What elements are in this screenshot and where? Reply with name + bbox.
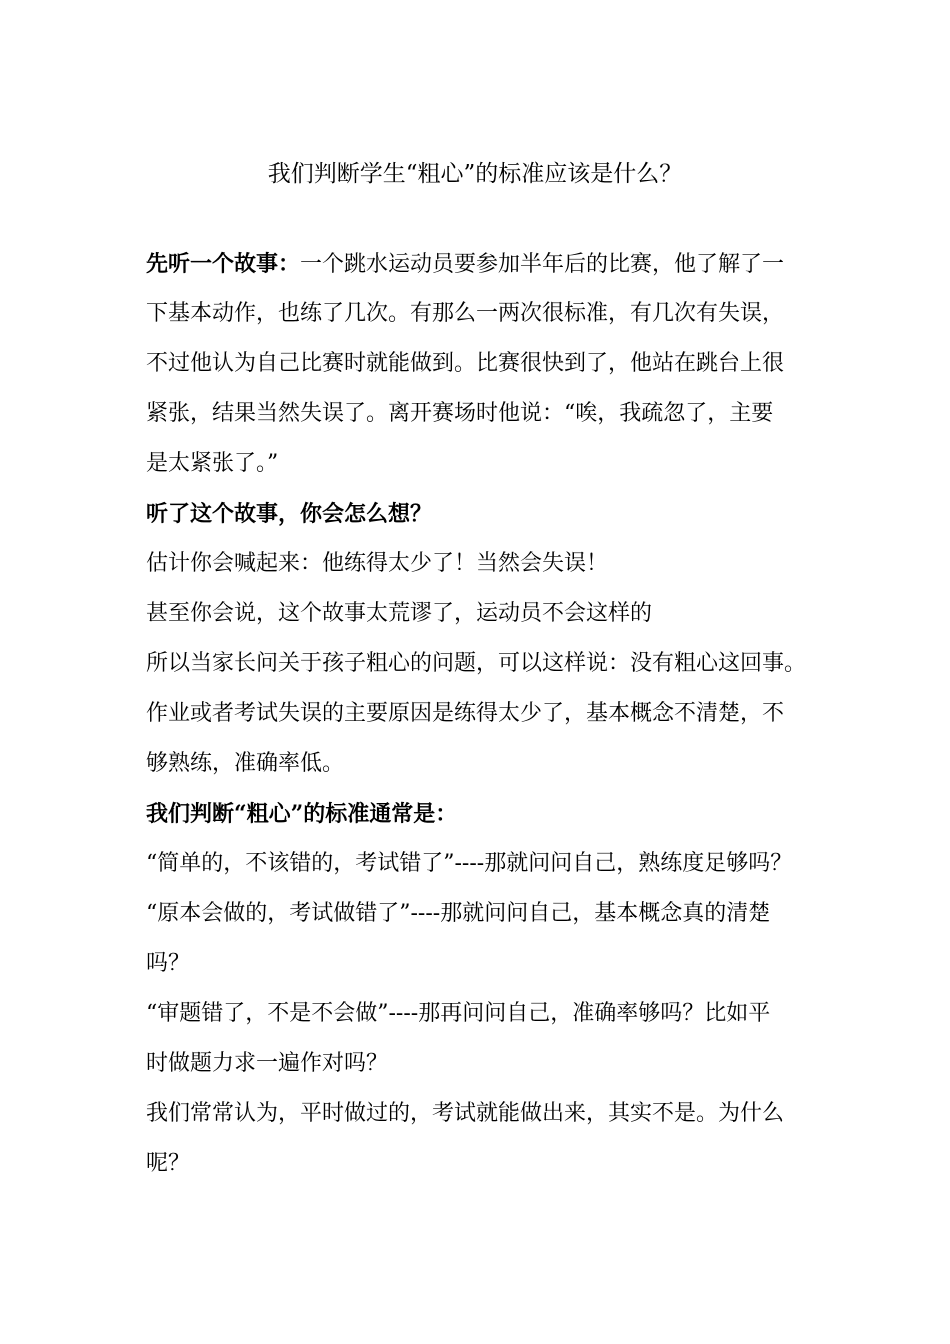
story-line-3: 不过他认为自己比赛时就能做到。比赛很快到了，他站在跳台上很 xyxy=(146,351,785,376)
criteria-heading: 我们判断“粗心”的标准通常是： xyxy=(146,801,458,827)
closing-line-1: 我们常常认为，平时做过的，考试就能做出来，其实不是。为什么 xyxy=(146,1101,785,1126)
criteria-line-2: “原本会做的，考试做错了”----那就问问自己，基本概念真的清楚 xyxy=(146,901,771,926)
story-line-1 xyxy=(146,246,784,283)
answer-line-1: 估计你会喊起来：他练得太少了！当然会失误！ xyxy=(146,551,609,576)
answer-line-2: 甚至你会说，这个故事太荒谬了，运动员不会这样的 xyxy=(146,601,653,626)
answer-line-5: 够熟练，准确率低。 xyxy=(146,751,345,776)
answer-line-3: 所以当家长问关于孩子粗心的问题，可以这样说：没有粗心这回事。 xyxy=(146,651,807,676)
story-line-4: 紧张，结果当然失误了。离开赛场时他说：“唉，我疏忽了，主要 xyxy=(146,401,774,426)
criteria-line-3: 吗？ xyxy=(146,951,191,976)
story-line-5: 是太紧张了。” xyxy=(146,451,279,476)
story-lead: 先听一个故事： xyxy=(146,251,301,277)
question-heading: 听了这个故事，你会怎么想？ xyxy=(146,501,433,527)
story-line-1-text: 一个跳水运动员要参加半年后的比赛，他了解了一 xyxy=(300,252,785,277)
criteria-line-4: “审题错了，不是不会做”----那再问问自己，准确率够吗？比如平 xyxy=(146,1001,771,1026)
criteria-line-5: 时做题力求一遍作对吗？ xyxy=(146,1051,389,1076)
criteria-line-1: “简单的，不该错的，考试错了”----那就问问自己，熟练度足够吗？ xyxy=(146,851,793,876)
story-line-2: 下基本动作，也练了几次。有那么一两次很标准，有几次有失误， xyxy=(146,301,785,326)
document-title: 我们判断学生“粗心”的标准应该是什么？ xyxy=(267,161,683,187)
answer-line-4: 作业或者考试失误的主要原因是练得太少了，基本概念不清楚，不 xyxy=(146,701,785,726)
closing-line-2: 呢？ xyxy=(146,1151,191,1176)
